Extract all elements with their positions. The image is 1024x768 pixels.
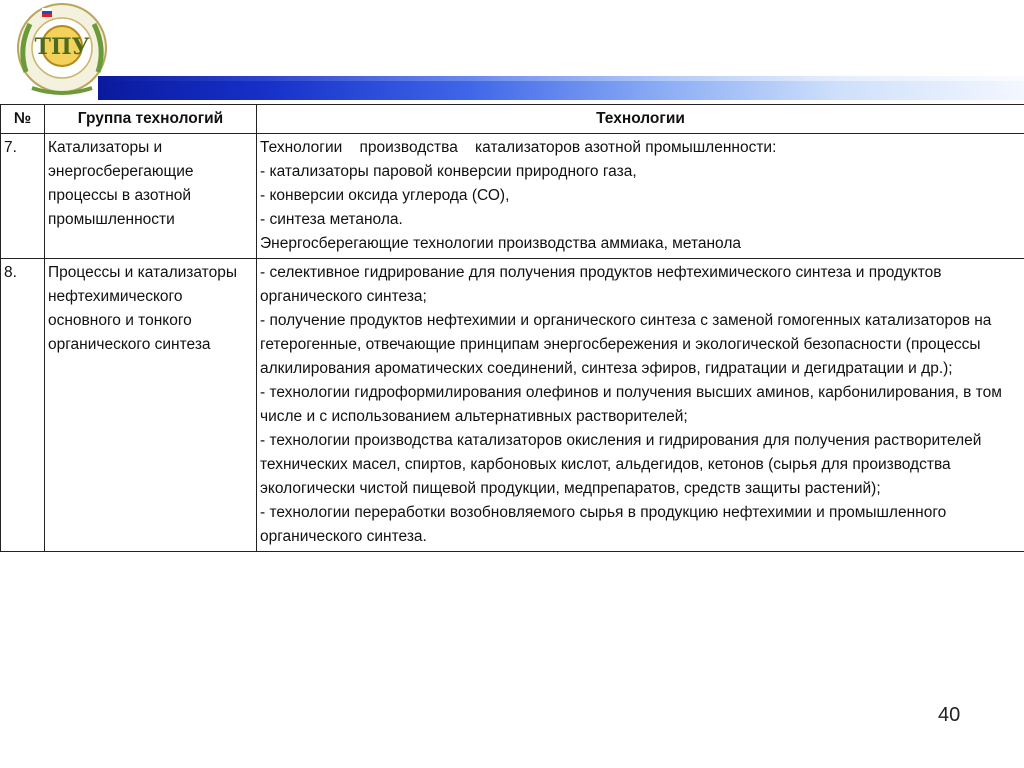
technology-line: Энергосберегающие технологии производства аммиака, метанола [260,235,741,252]
technology-line: - конверсии оксида углерода (СО), [260,187,510,204]
row-number: 8. [1,259,45,552]
table-row [1,259,1024,552]
table-row [1,134,1024,259]
technology-group: Катализаторы и энергосберегающие процессы в азотной промышленности [45,134,257,259]
technology-group: Процессы и катализаторы нефтехимического основного и тонкого органического синтеза [45,259,257,552]
column-header-group: Группа технологий [45,105,257,134]
technologies-cell [257,259,1024,552]
header-banner [98,76,1024,100]
table-header-row [1,105,1024,134]
technology-line: - технологии производства катализаторов окисления и гидрирования для получения растворителей технических масел, спиртов, карбоновых кислот, альдегидов, кетонов (сырья для производства экологически чистой пищевой продукции, медпрепаратов, средств защиты растений); [260,432,982,497]
svg-text:ТПУ: ТПУ [34,34,90,60]
technology-line: - технологии гидроформилирования олефинов и получения высших аминов, карбонилирования, в том числе и с использованием альтернативных растворителей; [260,384,1002,425]
column-header-number: № [1,105,45,134]
technology-line: Технологии производства катализаторов азотной промышленности: [260,139,777,156]
technologies-cell [257,134,1024,259]
technology-line: - селективное гидрирование для получения продуктов нефтехимического синтеза и продуктов органического синтеза; [260,264,942,305]
page-number: 40 [938,704,961,726]
row-number: 7. [1,134,45,259]
column-header-technologies: Технологии [257,105,1024,134]
technology-line: - технологии переработки возобновляемого сырья в продукцию нефтехимии и промышленного органического синтеза. [260,504,947,545]
technology-line: - катализаторы паровой конверсии природного газа, [260,163,637,180]
technology-line: - получение продуктов нефтехимии и органического синтеза с заменой гомогенных катализаторов на гетерогенные, отвечающие принципам энергосбережения и экологической безопасности (процессы алкилирования ароматических соединений, синтеза эфиров, гидратации и дегидратации и др.); [260,312,992,377]
technology-table [0,104,1024,552]
technology-line: - синтеза метанола. [260,211,403,228]
